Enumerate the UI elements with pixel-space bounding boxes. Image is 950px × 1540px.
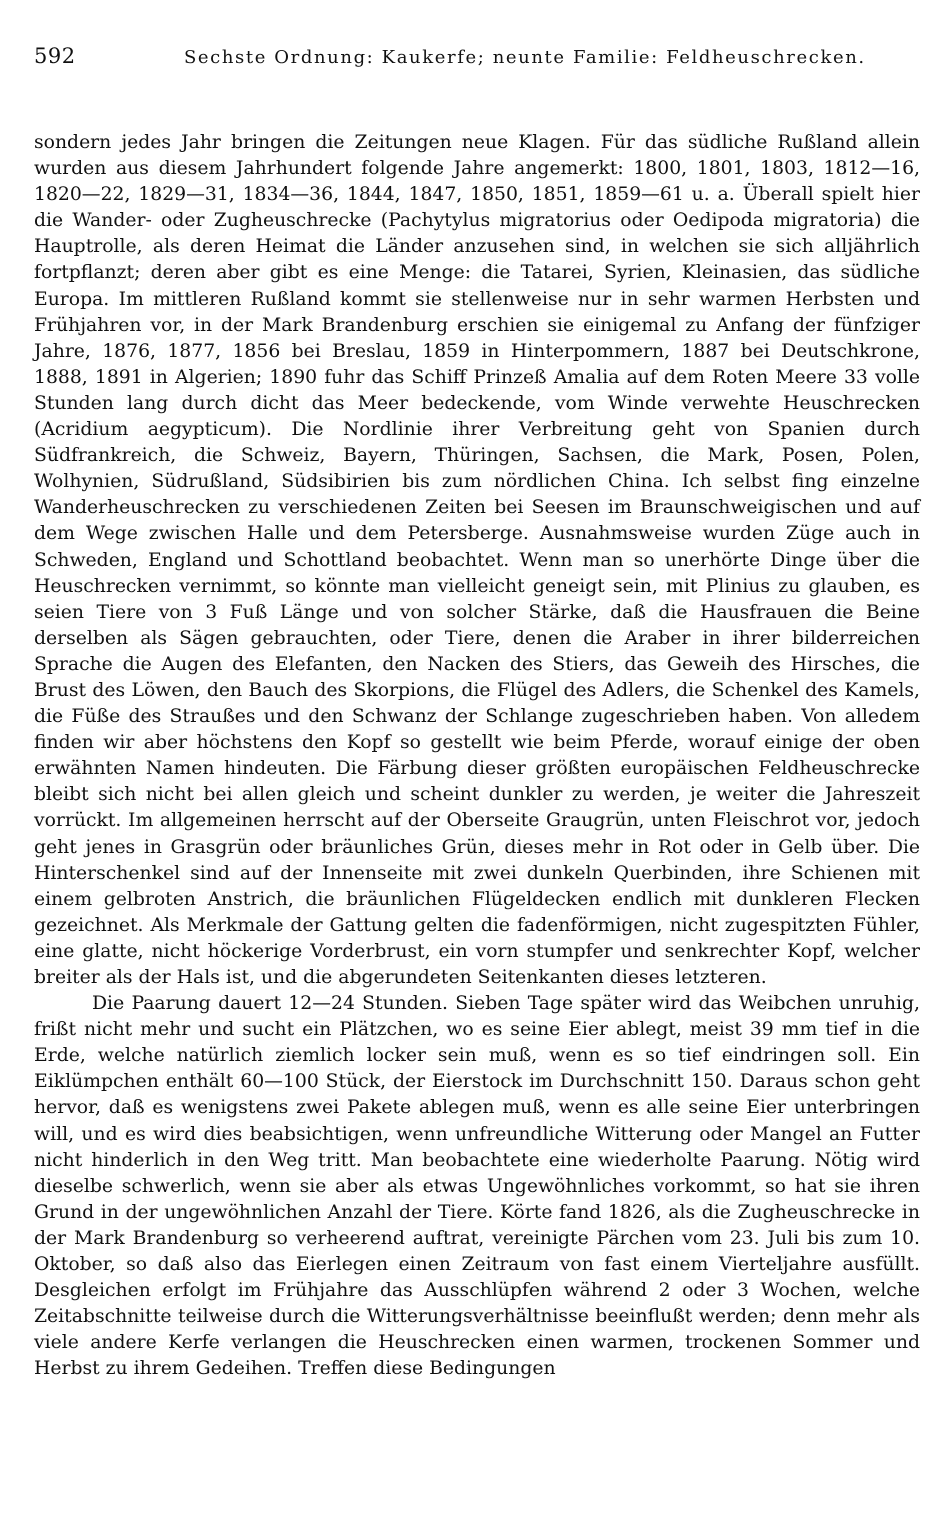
running-title: Sechste Ordnung: Kaukerfe; neunte Familie: Feldheuschrecken. <box>184 47 866 68</box>
page-number: 592 <box>34 44 76 68</box>
running-header <box>34 44 920 78</box>
paragraph: sondern jedes Jahr bringen die Zeitungen neue Klagen. Für das südliche Rußland allein wurden aus diesem Jahrhundert folgende Jahre angemerkt: 1800, 1801, 1803, 1812—16, 1820—22, 1829—31, 1834—36, 1844, 1847, 1850, 1851, 1859—61 u. a. Überall spielt hier die Wander- oder Zugheuschrecke (Pachytylus migratorius oder Oedipoda migratoria) die Hauptrolle, als deren Heimat die Länder anzusehen sind, in welchen sie sich alljährlich fortpflanzt; deren aber gibt es eine Menge: die Tatarei, Syrien, Kleinasien, das südliche Europa. Im mittleren Rußland kommt sie stellenweise nur in sehr warmen Herbsten und Frühjahren vor, in der Mark Brandenburg erschien sie einigemal zu Anfang der fünfziger Jahre, 1876, 1877, 1856 bei Breslau, 1859 in Hinterpommern, 1887 bei Deutschkrone, 1888, 1891 in Algerien; 1890 fuhr das Schiff Prinzeß Amalia auf dem Roten Meere 33 volle Stunden lang durch dicht das Meer bedeckende, vom Winde verwehte Heuschrecken (Acridium aegypticum). Die Nordlinie ihrer Verbreitung geht von Spanien durch Südfrankreich, die Schweiz, Bayern, Thüringen, Sachsen, die Mark, Posen, Polen, Wolhynien, Südrußland, Südsibirien bis zum nördlichen China. Ich selbst fing einzelne Wanderheuschrecken zu verschiedenen Zeiten bei Seesen im Braunschweigischen und auf dem Wege zwischen Halle und dem Petersberge. Ausnahmsweise wurden Züge auch in Schweden, England und Schottland beobachtet. Wenn man so unerhörte Dinge über die Heuschrecken vernimmt, so könnte man vielleicht geneigt sein, mit Plinius zu glauben, es seien Tiere von 3 Fuß Länge und von solcher Stärke, daß die Hausfrauen die Beine derselben als Sägen gebrauchten, oder Tiere, denen die Araber in ihrer bilderreichen Sprache die Augen des Elefanten, den Nacken des Stiers, das Geweih des Hirsches, die Brust des Löwen, den Bauch des Skorpions, die Flügel des Adlers, die Schenkel des Kamels, die Füße des Straußes und den Schwanz der Schlange zugeschrieben haben. Von alledem finden wir aber höchstens den Kopf so gestellt wie beim Pferde, worauf einige der oben erwähnten Namen hindeuten. Die Färbung dieser größten europäischen Feldheuschrecke bleibt sich nicht bei allen gleich und scheint dunkler zu werden, je weiter die Jahreszeit vorrückt. Im allgemeinen herrscht auf der Oberseite Graugrün, unten Fleischrot vor, jedoch geht jenes in Grasgrün oder bräunliches Grün, dieses mehr in Rot oder in Gelb über. Die Hinterschenkel sind auf der Innenseite mit zwei dunkeln Querbinden, ihre Schienen mit einem gelbroten Anstrich, die bräunlichen Flügeldecken endlich mit dunkleren Flecken gezeichnet. Als Merkmale der Gattung gelten die fadenförmigen, nicht zugespitzten Fühler, eine glatte, nicht höckerige Vorderbrust, ein vorn stumpfer und senkrechter Kopf, welcher breiter als der Hals ist, und die abgerundeten Seitenkanten dieses letzteren. <box>34 132 920 988</box>
body-text <box>34 130 920 1383</box>
paragraph: Die Paarung dauert 12—24 Stunden. Sieben Tage später wird das Weibchen unruhig, frißt nicht mehr und sucht ein Plätzchen, wo es seine Eier ablegt, meist 39 mm tief in die Erde, welche natürlich ziemlich locker sein muß, wenn es so tief eindringen soll. Ein Eiklümpchen enthält 60—100 Stück, der Eierstock im Durchschnitt 150. Daraus schon geht hervor, daß es wenigstens zwei Pakete ablegen muß, wenn es alle seine Eier unterbringen will, und es wird dies beabsichtigen, wenn unfreundliche Witterung oder Mangel an Futter nicht hinderlich in den Weg tritt. Man beobachtete eine wiederholte Paarung. Nötig wird dieselbe schwerlich, wenn sie aber als etwas Ungewöhnliches vorkommt, so hat sie ihren Grund in der ungewöhnlichen Anzahl der Tiere. Körte fand 1826, als die Zugheuschrecke in der Mark Brandenburg so verheerend auftrat, vereinigte Pärchen vom 23. Juli bis zum 10. Oktober, so daß also das Eierlegen einen Zeitraum von fast einem Vierteljahre ausfüllt. Desgleichen erfolgt im Frühjahre das Ausschlüpfen während 2 oder 3 Wochen, welche Zeitabschnitte teilweise durch die Witterungsverhältnisse beeinflußt werden; denn mehr als viele andere Kerfe verlangen die Heuschrecken einen warmen, trockenen Sommer und Herbst zu ihrem Gedeihen. Treffen diese Bedingungen <box>34 993 920 1380</box>
